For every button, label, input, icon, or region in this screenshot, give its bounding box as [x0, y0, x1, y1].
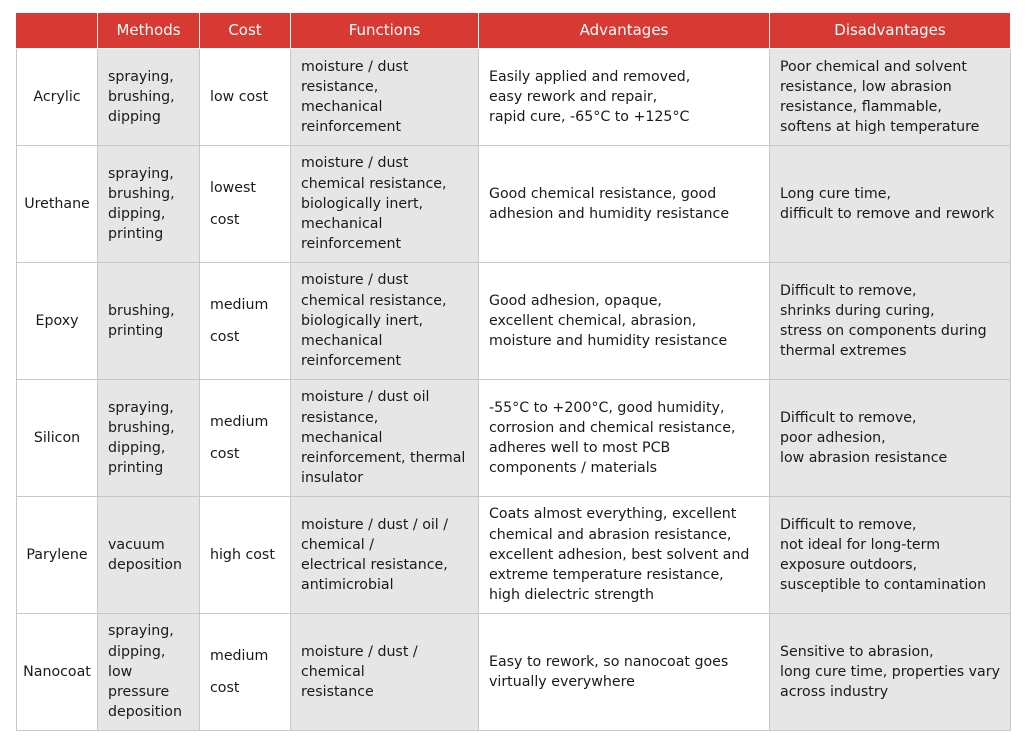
coating-name: Epoxy	[17, 263, 98, 380]
coating-name: Silicon	[17, 380, 98, 497]
header-functions: Functions	[291, 13, 479, 49]
disadvantages-cell: Poor chemical and solvent resistance, low abrasion resistance, flammable, softens at high temperature	[770, 49, 1011, 146]
methods-cell: spraying, brushing, dipping	[98, 49, 200, 146]
disadvantages-cell: Difficult to remove, poor adhesion, low abrasion resistance	[770, 380, 1011, 497]
header-advantages: Advantages	[479, 13, 770, 49]
table-row	[17, 497, 1011, 614]
methods-cell: spraying, brushing, dipping, printing	[98, 380, 200, 497]
functions-cell: moisture / dust resistance, mechanical reinforcement	[291, 49, 479, 146]
disadvantages-cell: Sensitive to abrasion, long cure time, properties vary across industry	[770, 614, 1011, 731]
methods-cell: spraying, dipping, low pressure deposition	[98, 614, 200, 731]
advantages-cell: Easily applied and removed, easy rework and repair, rapid cure, -65°C to +125°C	[479, 49, 770, 146]
coating-name: Parylene	[17, 497, 98, 614]
cost-cell: medium cost	[200, 614, 291, 731]
disadvantages-cell: Difficult to remove, not ideal for long-term exposure outdoors, susceptible to contamination	[770, 497, 1011, 614]
header-methods: Methods	[98, 13, 200, 49]
table-row	[17, 146, 1011, 263]
cost-cell: medium cost	[200, 263, 291, 380]
disadvantages-cell: Difficult to remove, shrinks during curing, stress on components during thermal extremes	[770, 263, 1011, 380]
cost-cell: low cost	[200, 49, 291, 146]
header-cost: Cost	[200, 13, 291, 49]
methods-cell: spraying, brushing, dipping, printing	[98, 146, 200, 263]
cost-cell: high cost	[200, 497, 291, 614]
header-disadvantages: Disadvantages	[770, 13, 1011, 49]
cost-cell: lowest cost	[200, 146, 291, 263]
advantages-cell: Easy to rework, so nanocoat goes virtually everywhere	[479, 614, 770, 731]
functions-cell: moisture / dust chemical resistance, biologically inert, mechanical reinforcement	[291, 146, 479, 263]
table-row	[17, 49, 1011, 146]
header-row	[17, 13, 1011, 49]
coating-name: Nanocoat	[17, 614, 98, 731]
table-row	[17, 263, 1011, 380]
methods-cell: vacuum deposition	[98, 497, 200, 614]
advantages-cell: Coats almost everything, excellent chemical and abrasion resistance, excellent adhesion, best solvent and extreme temperature resistance, high dielectric strength	[479, 497, 770, 614]
disadvantages-cell: Long cure time, difficult to remove and rework	[770, 146, 1011, 263]
advantages-cell: -55°C to +200°C, good humidity, corrosion and chemical resistance, adheres well to most PCB components / materials	[479, 380, 770, 497]
methods-cell: brushing, printing	[98, 263, 200, 380]
cost-cell: medium cost	[200, 380, 291, 497]
table-row	[17, 614, 1011, 731]
table-row	[17, 380, 1011, 497]
advantages-cell: Good chemical resistance, good adhesion and humidity resistance	[479, 146, 770, 263]
functions-cell: moisture / dust / chemical resistance	[291, 614, 479, 731]
coating-comparison-table	[16, 12, 1011, 731]
functions-cell: moisture / dust oil resistance, mechanical reinforcement, thermal insulator	[291, 380, 479, 497]
coating-name: Acrylic	[17, 49, 98, 146]
coating-name: Urethane	[17, 146, 98, 263]
advantages-cell: Good adhesion, opaque, excellent chemical, abrasion, moisture and humidity resistance	[479, 263, 770, 380]
functions-cell: moisture / dust / oil / chemical / electrical resistance, antimicrobial	[291, 497, 479, 614]
functions-cell: moisture / dust chemical resistance, biologically inert, mechanical reinforcement	[291, 263, 479, 380]
header-blank	[17, 13, 98, 49]
